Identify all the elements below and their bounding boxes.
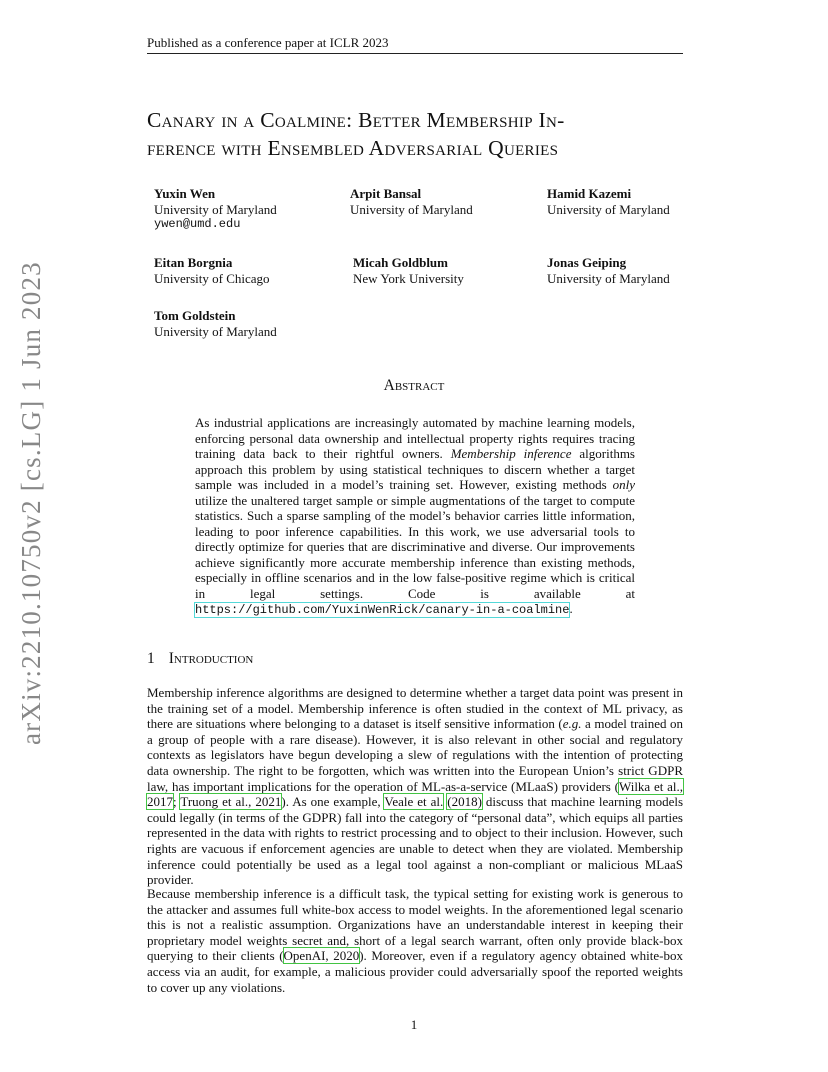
author-name: Jonas Geiping [547,255,627,270]
author-email[interactable]: ywen@umd.edu [154,217,241,231]
author-name: Micah Goldblum [353,255,448,270]
intro-paragraph-2 [147,886,683,995]
author-affiliation: University of Maryland [350,201,473,217]
citation-year-link[interactable]: (2018) [447,794,482,810]
arxiv-identifier: arXiv:2210.10750v2 [cs.LG] 1 Jun 2023 [16,261,46,745]
abstract-italic: Membership inference [450,446,572,461]
citation-link[interactable]: Veale et al. [384,794,444,810]
intro-paragraph-1 [147,685,683,888]
citation-link[interactable] [284,948,360,963]
abstract-part: utilize the unaltered target sample or simple augmentations of the target to compute statistics. Such a sparse sampling of the model’s behavior carries little information, leading to poor inference capabilities. In this work, we use adversarial tools to directly optimize for queries that are discriminative and diverse. Our improvements achieve significantly more accurate membership inference than existing methods, especially in offline scenarios and in the low false-positive regime which is critical in legal settings. Code is available at [195,492,635,601]
author-arpit-bansal [350,186,473,217]
author-name: Eitan Borgnia [154,255,233,270]
paper-title [147,106,707,162]
para-text: ; [173,794,181,810]
author-block [154,186,714,346]
author-name: Tom Goldstein [154,308,236,323]
citation-year: 2020 [333,948,360,964]
section-number: 1 [147,650,155,667]
section-title: Introduction [168,650,254,667]
author-tom-goldstein [154,308,277,339]
page-number: 1 [410,1017,418,1032]
title-line-1: Canary in a Coalmine: Better Membership In- [147,108,565,132]
para-text: Because membership inference is a difficult task, the typical setting for existing work is generous to the attacker and assumes full white-box access to model weights. In the aforementioned legal scenario this is not a realistic assumption. Organizations have an understandable interest in keeping their proprietary model weights secret and, short of a legal search warrant, often only provide black-box querying to their clients ( [147,886,683,964]
code-link[interactable]: https://github.com/YuxinWenRick/canary-in-a-coalmine [195,603,570,617]
header-rule [147,53,683,54]
para-text: discuss that machine learning models could legally (in terms of the GDPR) fall into the category of “personal data”, which equips all parties represented in the data with rights to restrict processing and to object to their inclusion. However, such rights are vacuous if enforcement agencies are unable to detect when they are violated. Membership inference could potentially be used as a legal tool against a non-compliant or malicious MLaaS provider. [147,794,684,888]
author-jonas-geiping [547,255,670,286]
section-heading [147,650,253,668]
abstract-part: As industrial applications are increasingly automated by machine learning models, enforcing personal data ownership and intellectual property rights requires tracing training data back to their rightful owners. [195,415,635,461]
title-line-2: ference with Ensembled Adversarial Queries [147,136,559,160]
citation-authors: OpenAI, [283,948,329,964]
para-text: a model trained on a group of people with a rare disease). However, it is also relevant in other social and regulatory contexts as legislators have begun developing a slew of regulations with the intention of protecting data ownership. The right to be forgotten, which was written into the European Union’s strict GDPR law, has important implications for the operation of ML-as-a-service (MLaaS) providers ( [147,716,684,794]
para-text: ). Moreover, even if a regulatory agency obtained white-box access via an audit, for example, a malicious provider could adversarially spoof the reported weights to cover up any violations. [147,948,683,995]
author-affiliation: University of Maryland [154,323,277,339]
citation-authors: Truong et al., [180,794,252,810]
abstract-italic: only [612,477,635,492]
abstract-text [195,415,635,619]
author-name: Arpit Bansal [350,186,422,201]
author-eitan-borgnia [154,255,270,286]
author-affiliation: University of Chicago [154,270,270,286]
citation-year: 2017 [147,794,173,810]
abstract-part: algorithms approach this problem by using statistical techniques to discern whether a target sample was included in a model’s training set. However, existing methods [195,446,635,492]
abstract-end: . [569,601,573,616]
para-text: Membership inference algorithms are designed to determine whether a target data point was present in the training set of a model. Membership inference is often studied in the context of ML privacy, as there are situations where belonging to a dataset is itself sensitive information ( [147,685,683,732]
citation-link[interactable] [180,794,281,809]
running-header: Published as a conference paper at ICLR 2023 [147,35,389,50]
author-affiliation: University of Maryland [154,201,277,217]
para-italic: e.g. [562,716,582,732]
abstract-heading: Abstract [383,377,445,394]
author-name: Hamid Kazemi [547,186,632,201]
author-hamid-kazemi [547,186,670,217]
para-text: ). As one example, [281,794,385,810]
author-name: Yuxin Wen [154,186,216,201]
author-affiliation: University of Maryland [547,201,670,217]
author-affiliation: University of Maryland [547,270,670,286]
citation-authors: Wilka et al., [618,778,683,794]
author-affiliation: New York University [353,270,464,286]
citation-year: 2021 [255,794,282,810]
author-yuxin-wen [154,186,277,233]
author-micah-goldblum [353,255,464,286]
